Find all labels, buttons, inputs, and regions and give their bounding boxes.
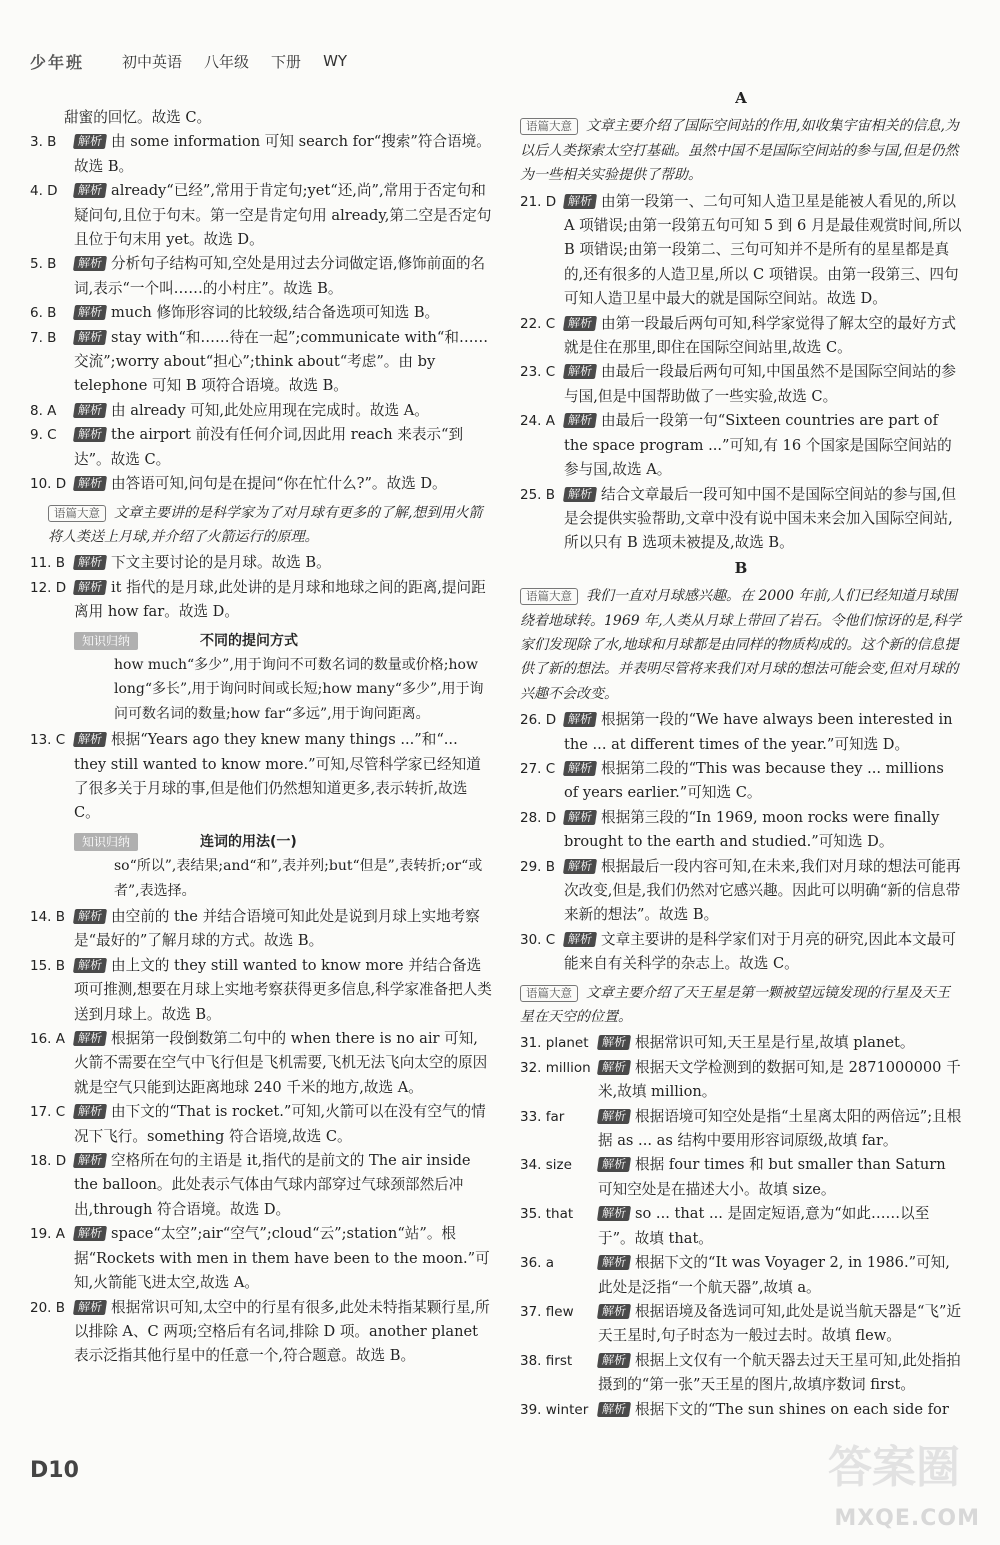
answer-explanation: 根据第二段的“This was because they ... millions of years earlier.”可知选 C。 xyxy=(564,759,944,802)
answer-item xyxy=(30,905,492,954)
answer-item xyxy=(520,409,962,482)
analysis-tag: 解析 xyxy=(597,1255,631,1270)
answer-number: 21. D xyxy=(520,193,557,210)
analysis-tag: 解析 xyxy=(563,810,597,825)
answer-item xyxy=(520,1300,962,1349)
answer-item xyxy=(520,1153,962,1202)
answer-number: 9. C xyxy=(30,427,57,444)
knowledge-box-2 xyxy=(74,830,492,903)
analysis-tag: 解析 xyxy=(73,305,107,320)
answer-number: 16. A xyxy=(30,1031,65,1048)
analysis-tag: 解析 xyxy=(73,134,107,149)
answer-item xyxy=(520,1398,962,1422)
analysis-tag: 解析 xyxy=(73,183,107,198)
answer-number: 19. A xyxy=(30,1226,65,1243)
section-heading-b: B xyxy=(734,558,748,577)
analysis-tag: 解析 xyxy=(73,555,107,570)
analysis-tag: 解析 xyxy=(563,932,597,947)
analysis-tag: 解析 xyxy=(563,413,597,428)
answer-item xyxy=(30,130,492,179)
answer-explanation: 根据常识可知,太空中的行星有很多,此处未特指某颗行星,所以排除 A、C 两项;空格后有名词,排除 D 项。another planet 表示泛指其他行星中的任意一个,符合题意。故选 B。 xyxy=(74,1298,490,1365)
analysis-tag: 解析 xyxy=(597,1157,631,1172)
answer-item xyxy=(30,1296,492,1369)
answer-list-a xyxy=(520,190,962,556)
answer-item xyxy=(520,190,962,312)
answer-explanation: 根据“Years ago they knew many things ...”和“... they still wanted to know more.”可知,尽管科学家已经知道了很多关于月球的事,但是他们仍然想知道更多,表示转折,故选 C。 xyxy=(74,731,481,822)
analysis-tag: 解析 xyxy=(597,1206,631,1221)
summary-tag: 语篇大意 xyxy=(520,588,578,605)
answer-explanation: 文章主要讲的是科学家们对于月亮的研究,因此本文最可能来自有关科学的杂志上。故选 C。 xyxy=(564,930,956,973)
answer-item xyxy=(520,855,962,928)
analysis-tag: 解析 xyxy=(597,1035,631,1050)
answer-item xyxy=(30,399,492,423)
page-header xyxy=(30,44,369,78)
analysis-tag: 解析 xyxy=(563,487,597,502)
answer-explanation: 空格所在句的主语是 it,指代的是前文的 The air inside the balloon。此处表示气体由气球内部穿过气球颈部然后冲出,through 符合语境。故选 D。 xyxy=(74,1152,471,1218)
answer-explanation: already“已经”,常用于肯定句;yet“还,尚”,常用于否定句和疑问句,且位于句末。第一空是肯定句用 already,第二空是否定句且位于句末用 yet。故选 D。 xyxy=(74,182,492,249)
answer-explanation: much 修饰形容词的比较级,结合备选项可知选 B。 xyxy=(111,304,440,322)
answer-number: 26. D xyxy=(520,712,557,729)
left-column xyxy=(30,106,492,1369)
answer-number: 22. C xyxy=(520,315,556,332)
answer-number: 24. A xyxy=(520,413,555,430)
answer-item xyxy=(30,179,492,252)
answer-list-1 xyxy=(30,130,492,496)
answer-number: 31. planet xyxy=(520,1035,589,1052)
analysis-tag: 解析 xyxy=(597,1060,631,1075)
analysis-tag: 解析 xyxy=(563,194,597,209)
analysis-tag: 解析 xyxy=(73,958,107,973)
answer-number: 3. B xyxy=(30,134,57,151)
summary-text: 文章主要讲的是科学家为了对月球有更多的了解,想到用火箭将人类送上月球,并介绍了火箭运行的原理。 xyxy=(48,504,483,545)
answer-explanation: 根据常识可知,天王星是行星,故填 planet。 xyxy=(635,1034,915,1052)
analysis-tag: 解析 xyxy=(563,316,597,331)
answer-item xyxy=(30,423,492,472)
answer-explanation: 根据第一段倒数第二句中的 when there is no air 可知,火箭不需要在空气中飞行但是飞机需要,飞机无法飞向太空的原因就是空气只能到达距离地球 240 千米的地方,故选 A。 xyxy=(74,1030,488,1096)
answer-number: 30. C xyxy=(520,931,556,948)
answer-number: 11. B xyxy=(30,555,66,572)
answer-item xyxy=(30,1222,492,1295)
answer-number: 8. A xyxy=(30,402,57,419)
passage-summary xyxy=(520,981,962,1030)
answer-item xyxy=(30,576,492,625)
answer-item xyxy=(30,551,492,575)
analysis-tag: 解析 xyxy=(73,732,107,747)
answer-item xyxy=(30,728,492,826)
answer-number: 15. B xyxy=(30,957,66,974)
answer-item xyxy=(520,806,962,855)
analysis-tag: 解析 xyxy=(73,403,107,418)
summary-text: 我们一直对月球感兴趣。在 2000 年前,人们已经知道月球围绕着地球转。1969 年,人类从月球上带回了岩石。令他们惊讶的是,科学家们发现除了水,地球和月球都是由同样的物质构成的。这个新的信息提供了新的想法。并表明尽管将来我们对月球的想法可能会变,但对月球的兴趣不会改变。 xyxy=(520,588,961,702)
answer-number: 20. B xyxy=(30,1299,66,1316)
answer-explanation: 由上文的 they still wanted to know more 并结合备选项可推测,想要在月球上实地考察获得更多信息,科学家准备把人类送到月球上。故选 B。 xyxy=(74,956,492,1023)
analysis-tag: 解析 xyxy=(73,330,107,345)
crumb-subject: 初中英语 xyxy=(122,52,183,71)
knowledge-title: 不同的提问方式 xyxy=(200,632,299,649)
knowledge-tag: 知识归纳 xyxy=(74,632,138,650)
analysis-tag: 解析 xyxy=(73,1153,107,1168)
answer-explanation: so ... that ... 是固定短语,意为“如此……以至于”。故填 that。 xyxy=(598,1205,930,1247)
answer-number: 28. D xyxy=(520,809,557,826)
answer-item xyxy=(520,928,962,977)
answer-explanation: 根据语境可知空处是指“土星离太阳的两倍远”;且根据 as ... as 结构中要用形容词原级,故填 far。 xyxy=(598,1107,962,1150)
right-column xyxy=(520,86,962,1422)
answer-item xyxy=(30,252,492,301)
answer-explanation: 由第一段第一、二句可知人造卫星是能被人看见的,所以 A 项错误;由第一段第五句可知 5 到 6 月是最佳观赏时间,所以 B 项错误;由第一段第二、三句可知并不是所有的星星都是真的,还有很多的人造卫星,所以 C 项错误。由第一段第三、四句可知人造卫星中最大的就是国际空间站。故选 D。 xyxy=(564,192,962,308)
knowledge-body: how much“多少”,用于询问不可数名词的数量或价格;how long“多长”,用于询问时间或长短;how many“多少”,用于询问可数名词的数量;how far“多远”,用于询问距离。 xyxy=(114,656,484,722)
answer-number: 5. B xyxy=(30,256,57,273)
answer-explanation: 由 some information 可知 search for“搜索”符合语境。故选 B。 xyxy=(74,133,491,175)
answer-number: 35. that xyxy=(520,1206,574,1223)
analysis-tag: 解析 xyxy=(73,1104,107,1119)
answer-explanation: 由空前的 the 并结合语境可知此处是说到月球上实地考察是“最好的”了解月球的方式。故选 B。 xyxy=(74,908,480,950)
answer-explanation: 根据下文的“It was Voyager 2, in 1986.”可知,此处是泛指“一个航天器”,故填 a。 xyxy=(598,1254,950,1296)
answer-explanation: 根据最后一段内容可知,在未来,我们对月球的想法可能再次改变,但是,我们仍然对它感兴趣。因此可以明确“新的信息带来新的想法”。故选 B。 xyxy=(564,857,961,924)
analysis-tag: 解析 xyxy=(563,364,597,379)
answer-item xyxy=(520,708,962,757)
section-heading-a: A xyxy=(735,89,747,107)
answer-item xyxy=(30,301,492,325)
answer-number: 14. B xyxy=(30,909,66,925)
crumb-edition: WY xyxy=(323,52,348,70)
answer-list-3 xyxy=(30,728,492,826)
answer-item xyxy=(520,1251,962,1300)
answer-item xyxy=(520,1031,962,1055)
answer-item xyxy=(30,954,492,1027)
answer-explanation: 结合文章最后一段可知中国不是国际空间站的参与国,但是会提供实验帮助,文章中没有说中国未来会加入国际空间站,所以只有 B 选项未被提及,故选 B。 xyxy=(564,485,956,552)
analysis-tag: 解析 xyxy=(73,256,107,271)
answer-number: 25. B xyxy=(520,486,556,503)
answer-item xyxy=(30,472,492,496)
answer-explanation: 由下文的“That is rocket.”可知,火箭可以在没有空气的情况下飞行。something 符合语境,故选 C。 xyxy=(74,1103,486,1145)
answer-number: 27. C xyxy=(520,760,556,777)
answer-number: 39. winter xyxy=(520,1401,589,1418)
analysis-tag: 解析 xyxy=(73,1226,107,1241)
answer-explanation: it 指代的是月球,此处讲的是月球和地球之间的距离,提问距离用 how far。故选 D。 xyxy=(74,578,486,621)
answer-item xyxy=(30,1149,492,1222)
analysis-tag: 解析 xyxy=(73,1300,107,1315)
passage-summary xyxy=(48,501,492,550)
answer-explanation: 由最后一段最后两句可知,中国虽然不是国际空间站的参与国,但是中国帮助做了一些实验,故选 C。 xyxy=(564,363,956,405)
answer-number: 10. D xyxy=(30,476,67,493)
answer-item xyxy=(520,1105,962,1154)
analysis-tag: 解析 xyxy=(73,909,107,924)
answer-number: 4. D xyxy=(30,183,58,200)
answer-explanation: 根据第一段的“We have always been interested in the ... at different times of the year.”可知选 D。 xyxy=(564,711,953,753)
answer-item xyxy=(520,360,962,409)
analysis-tag: 解析 xyxy=(563,761,597,776)
answer-item xyxy=(520,312,962,361)
answer-explanation: stay with“和……待在一起”;communicate with“和……交流”;worry about“担心”;think about“考虑”。由 by telephone 可知 B 项符合语境。故选 B。 xyxy=(74,328,489,395)
passage-summary xyxy=(520,584,962,706)
page-number: D10 xyxy=(30,1458,79,1483)
answer-explanation: 由答语可知,问句是在提问“你在忙什么?”。故选 D。 xyxy=(111,475,447,493)
answer-number: 12. D xyxy=(30,579,67,596)
answer-explanation: 分析句子结构可知,空处是用过去分词做定语,修饰前面的名词,表示“一个叫……的小村庄”。故选 B。 xyxy=(74,255,486,297)
answer-explanation: space“太空”;air“空气”;cloud“云”;station“站”。根据“Rockets with men in them have been to the moon.”可知,火箭能飞进太空,故选 A。 xyxy=(74,1225,490,1292)
answer-number: 17. C xyxy=(30,1104,66,1121)
analysis-tag: 解析 xyxy=(73,476,107,491)
answer-item xyxy=(520,1349,962,1398)
analysis-tag: 解析 xyxy=(597,1402,631,1417)
answer-list-b xyxy=(520,708,962,976)
answer-number: 32. million xyxy=(520,1059,591,1076)
answer-item xyxy=(30,1027,492,1100)
analysis-tag: 解析 xyxy=(597,1109,631,1124)
analysis-tag: 解析 xyxy=(73,1031,107,1046)
answer-explanation: 根据上文仅有一个航天器去过天王星可知,此处指拍摄到的“第一张”天王星的图片,故填序数词 first。 xyxy=(598,1351,961,1394)
summary-tag: 语篇大意 xyxy=(48,505,106,522)
summary-text: 文章主要介绍了国际空间站的作用,如收集宇宙相关的信息,为以后人类探索太空打基础。虽然中国不是国际空间站的参与国,但是仍然为一些相关实验提供了帮助。 xyxy=(520,118,959,184)
analysis-tag: 解析 xyxy=(597,1353,631,1368)
answer-item xyxy=(520,483,962,556)
answer-explanation: 由第一段最后两句可知,科学家觉得了解太空的最好方式就是住在那里,即住在国际空间站里,故选 C。 xyxy=(564,314,956,357)
answer-explanation: the airport 前没有任何介词,因此用 reach 来表示“到达”。故选 C。 xyxy=(74,426,464,468)
watermark-url: MXQE.COM xyxy=(834,1506,980,1531)
knowledge-tag: 知识归纳 xyxy=(74,833,138,851)
summary-text: 文章主要介绍了天王星是第一颗被望远镜发现的行星及天王星在天空的位置。 xyxy=(520,984,950,1026)
answer-explanation: 由 already 可知,此处应用现在完成时。故选 A。 xyxy=(111,401,429,419)
analysis-tag: 解析 xyxy=(73,580,107,595)
answer-explanation: 根据下文的“The sun shines on each side for xyxy=(635,1400,949,1418)
answer-explanation: 由最后一段第一句“Sixteen countries are part of the space program ...”可知,有 16 个国家是国际空间站的参与国,故选 A。 xyxy=(564,412,952,479)
answer-number: 6. B xyxy=(30,305,57,322)
continued-text: 甜蜜的回忆。故选 C。 xyxy=(64,109,212,126)
answer-explanation: 下文主要讨论的是月球。故选 B。 xyxy=(111,554,331,572)
knowledge-box-1 xyxy=(74,629,492,727)
answer-number: 13. C xyxy=(30,732,66,749)
analysis-tag: 解析 xyxy=(563,712,597,727)
answer-number: 23. C xyxy=(520,364,556,381)
analysis-tag: 解析 xyxy=(563,859,597,874)
answer-number: 33. far xyxy=(520,1108,565,1125)
answer-number: 34. size xyxy=(520,1157,572,1174)
passage-summary xyxy=(520,114,962,187)
answer-list-c xyxy=(520,1031,962,1422)
answer-item xyxy=(30,326,492,399)
answer-number: 37. flew xyxy=(520,1303,574,1320)
answer-number: 36. a xyxy=(520,1255,555,1272)
summary-tag: 语篇大意 xyxy=(520,118,578,135)
crumb-grade: 八年级 xyxy=(204,52,250,71)
answer-list-4 xyxy=(30,905,492,1369)
crumb-volume: 下册 xyxy=(271,52,302,71)
answer-explanation: 根据 four times 和 but smaller than Saturn 可知空处是在描述大小。故填 size。 xyxy=(598,1156,946,1198)
series-logo: 少年班 xyxy=(30,52,85,72)
answer-item xyxy=(520,1056,962,1105)
summary-tag: 语篇大意 xyxy=(520,985,578,1002)
analysis-tag: 解析 xyxy=(73,427,107,442)
analysis-tag: 解析 xyxy=(597,1304,631,1319)
answer-number: 38. first xyxy=(520,1352,573,1369)
knowledge-title: 连词的用法(一) xyxy=(200,833,297,850)
answer-explanation: 根据天文学检测到的数据可知,是 2871000000 千米,故填 million。 xyxy=(598,1058,961,1101)
answer-explanation: 根据第三段的“In 1969, moon rocks were finally brought to the earth and studied.”可知选 D。 xyxy=(564,808,940,851)
watermark-logo: 答案圈 xyxy=(828,1442,960,1493)
answer-number: 18. D xyxy=(30,1153,67,1170)
answer-item xyxy=(30,1100,492,1149)
answer-number: 29. B xyxy=(520,858,556,875)
answer-list-2 xyxy=(30,551,492,624)
answer-explanation: 根据语境及备选词可知,此处是说当航天器是“飞”近天王星时,句子时态为一般过去时。故填 flew。 xyxy=(598,1302,962,1345)
answer-item xyxy=(520,757,962,806)
answer-item xyxy=(520,1202,962,1251)
knowledge-body: so“所以”,表结果;and“和”,表并列;but“但是”,表转折;or“或者”,表选择。 xyxy=(114,858,483,899)
answer-number: 7. B xyxy=(30,329,57,346)
